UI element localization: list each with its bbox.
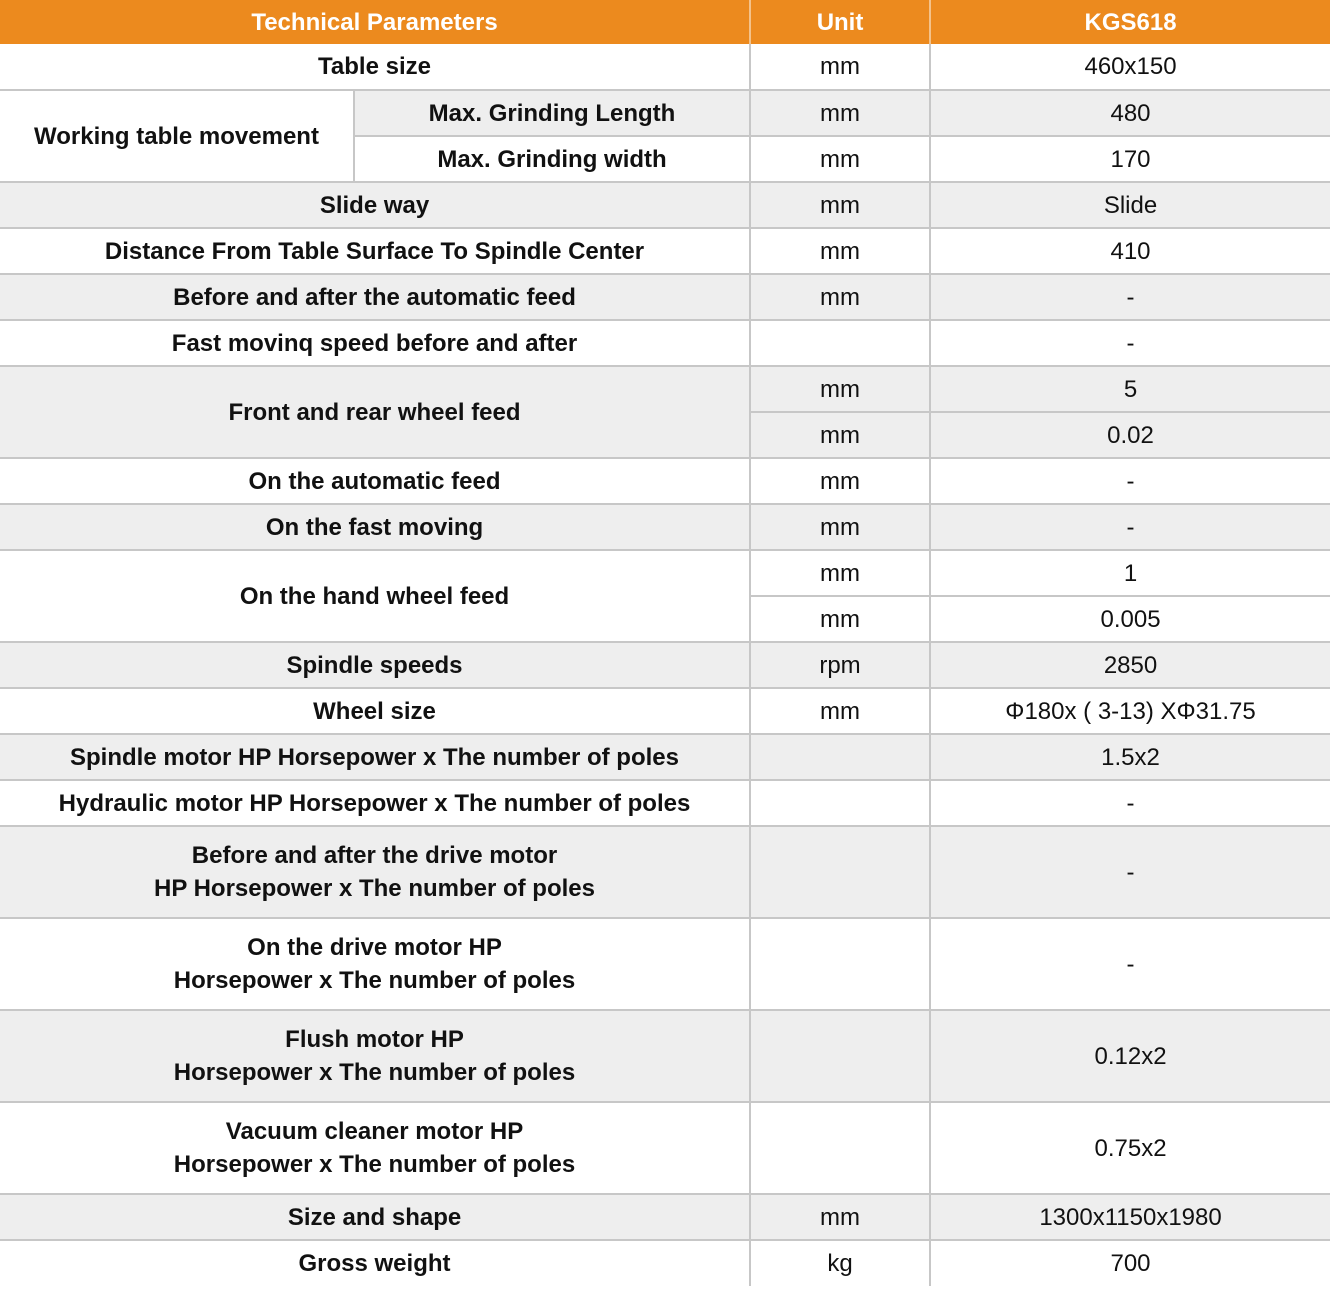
param-label: On the fast moving xyxy=(0,504,750,550)
table-header-row xyxy=(0,0,1330,44)
param-label: Before and after the automatic feed xyxy=(0,274,750,320)
unit-cell: kg xyxy=(750,1240,930,1286)
unit-cell xyxy=(750,734,930,780)
value-cell: 5 xyxy=(930,366,1330,412)
unit-cell: mm xyxy=(750,136,930,182)
table-row-spindle-speeds xyxy=(0,642,1330,688)
unit-cell: mm xyxy=(750,412,930,458)
param-label: Table size xyxy=(0,44,750,90)
table-row-hydraulic-motor xyxy=(0,780,1330,826)
param-label: Slide way xyxy=(0,182,750,228)
value-cell: - xyxy=(930,320,1330,366)
param-label-line1: Vacuum cleaner motor HP xyxy=(225,1118,524,1145)
table-row-gross-weight xyxy=(0,1240,1330,1286)
param-label-line2: Horsepower x The number of poles xyxy=(173,967,576,994)
param-label-line2: Horsepower x The number of poles xyxy=(173,1151,576,1178)
unit-cell: rpm xyxy=(750,642,930,688)
unit-cell xyxy=(750,826,930,918)
table-row-working-table-length xyxy=(0,90,1330,136)
value-cell: 1 xyxy=(930,550,1330,596)
table-row-size-shape xyxy=(0,1194,1330,1240)
unit-cell: mm xyxy=(750,688,930,734)
value-cell: - xyxy=(930,458,1330,504)
param-label: Hydraulic motor HP Horsepower x The number of poles xyxy=(0,780,750,826)
param-sublabel: Max. Grinding Length xyxy=(354,90,750,136)
value-cell: - xyxy=(930,504,1330,550)
table-row-hand-wheel-feed-a xyxy=(0,550,1330,596)
param-label xyxy=(0,826,750,918)
param-label: Distance From Table Surface To Spindle Center xyxy=(0,228,750,274)
table-row-slide-way xyxy=(0,182,1330,228)
unit-cell: mm xyxy=(750,550,930,596)
table-row-drive-motor-on xyxy=(0,918,1330,1010)
param-label: Size and shape xyxy=(0,1194,750,1240)
param-label: On the automatic feed xyxy=(0,458,750,504)
value-cell: 0.005 xyxy=(930,596,1330,642)
header-model: KGS618 xyxy=(930,0,1330,44)
value-cell: 460x150 xyxy=(930,44,1330,90)
unit-cell xyxy=(750,780,930,826)
value-cell: 700 xyxy=(930,1240,1330,1286)
value-cell: 410 xyxy=(930,228,1330,274)
table-row-spindle-motor xyxy=(0,734,1330,780)
header-technical-parameters: Technical Parameters xyxy=(0,0,750,44)
table-row-table-size xyxy=(0,44,1330,90)
table-row-vacuum-motor xyxy=(0,1102,1330,1194)
unit-cell: mm xyxy=(750,44,930,90)
table-row-drive-motor-before-after xyxy=(0,826,1330,918)
param-label-line2: HP Horsepower x The number of poles xyxy=(154,875,595,902)
unit-cell: mm xyxy=(750,90,930,136)
param-label xyxy=(0,1102,750,1194)
param-label: Fast movinq speed before and after xyxy=(0,320,750,366)
param-label-line1: On the drive motor HP xyxy=(247,934,502,961)
table-row-front-rear-feed-a xyxy=(0,366,1330,412)
unit-cell: mm xyxy=(750,366,930,412)
param-label xyxy=(0,1010,750,1102)
param-group-label: Working table movement xyxy=(0,90,354,182)
value-cell: 0.02 xyxy=(930,412,1330,458)
value-cell: 480 xyxy=(930,90,1330,136)
param-sublabel: Max. Grinding width xyxy=(354,136,750,182)
unit-cell: mm xyxy=(750,1194,930,1240)
table-row-on-fast-moving xyxy=(0,504,1330,550)
value-cell: 1.5x2 xyxy=(930,734,1330,780)
value-cell: 170 xyxy=(930,136,1330,182)
value-cell: Slide xyxy=(930,182,1330,228)
value-cell: 0.75x2 xyxy=(930,1102,1330,1194)
param-label xyxy=(0,918,750,1010)
param-label: Front and rear wheel feed xyxy=(0,366,750,458)
param-label-line1: Before and after the drive motor xyxy=(191,842,558,869)
table-row-wheel-size xyxy=(0,688,1330,734)
param-label: Spindle speeds xyxy=(0,642,750,688)
value-cell: 2850 xyxy=(930,642,1330,688)
value-cell: - xyxy=(930,780,1330,826)
value-cell: - xyxy=(930,274,1330,320)
unit-cell xyxy=(750,918,930,1010)
param-label: Gross weight xyxy=(0,1240,750,1286)
unit-cell: mm xyxy=(750,228,930,274)
header-unit: Unit xyxy=(750,0,930,44)
unit-cell xyxy=(750,1102,930,1194)
value-cell: - xyxy=(930,918,1330,1010)
unit-cell: mm xyxy=(750,274,930,320)
table-row-auto-feed-before-after xyxy=(0,274,1330,320)
param-label-line1: Flush motor HP xyxy=(285,1026,464,1053)
unit-cell: mm xyxy=(750,458,930,504)
param-label: On the hand wheel feed xyxy=(0,550,750,642)
unit-cell: mm xyxy=(750,182,930,228)
table-row-distance xyxy=(0,228,1330,274)
table-row-flush-motor xyxy=(0,1010,1330,1102)
value-cell: - xyxy=(930,826,1330,918)
unit-cell: mm xyxy=(750,596,930,642)
param-label: Spindle motor HP Horsepower x The number of poles xyxy=(0,734,750,780)
value-cell: 0.12x2 xyxy=(930,1010,1330,1102)
unit-cell xyxy=(750,320,930,366)
value-cell: 1300x1150x1980 xyxy=(930,1194,1330,1240)
table-row-on-auto-feed xyxy=(0,458,1330,504)
table-row-fast-moving-before-after xyxy=(0,320,1330,366)
unit-cell: mm xyxy=(750,504,930,550)
value-cell: Φ180x ( 3-13) XΦ31.75 xyxy=(930,688,1330,734)
param-label-line2: Horsepower x The number of poles xyxy=(173,1059,576,1086)
param-label: Wheel size xyxy=(0,688,750,734)
unit-cell xyxy=(750,1010,930,1102)
